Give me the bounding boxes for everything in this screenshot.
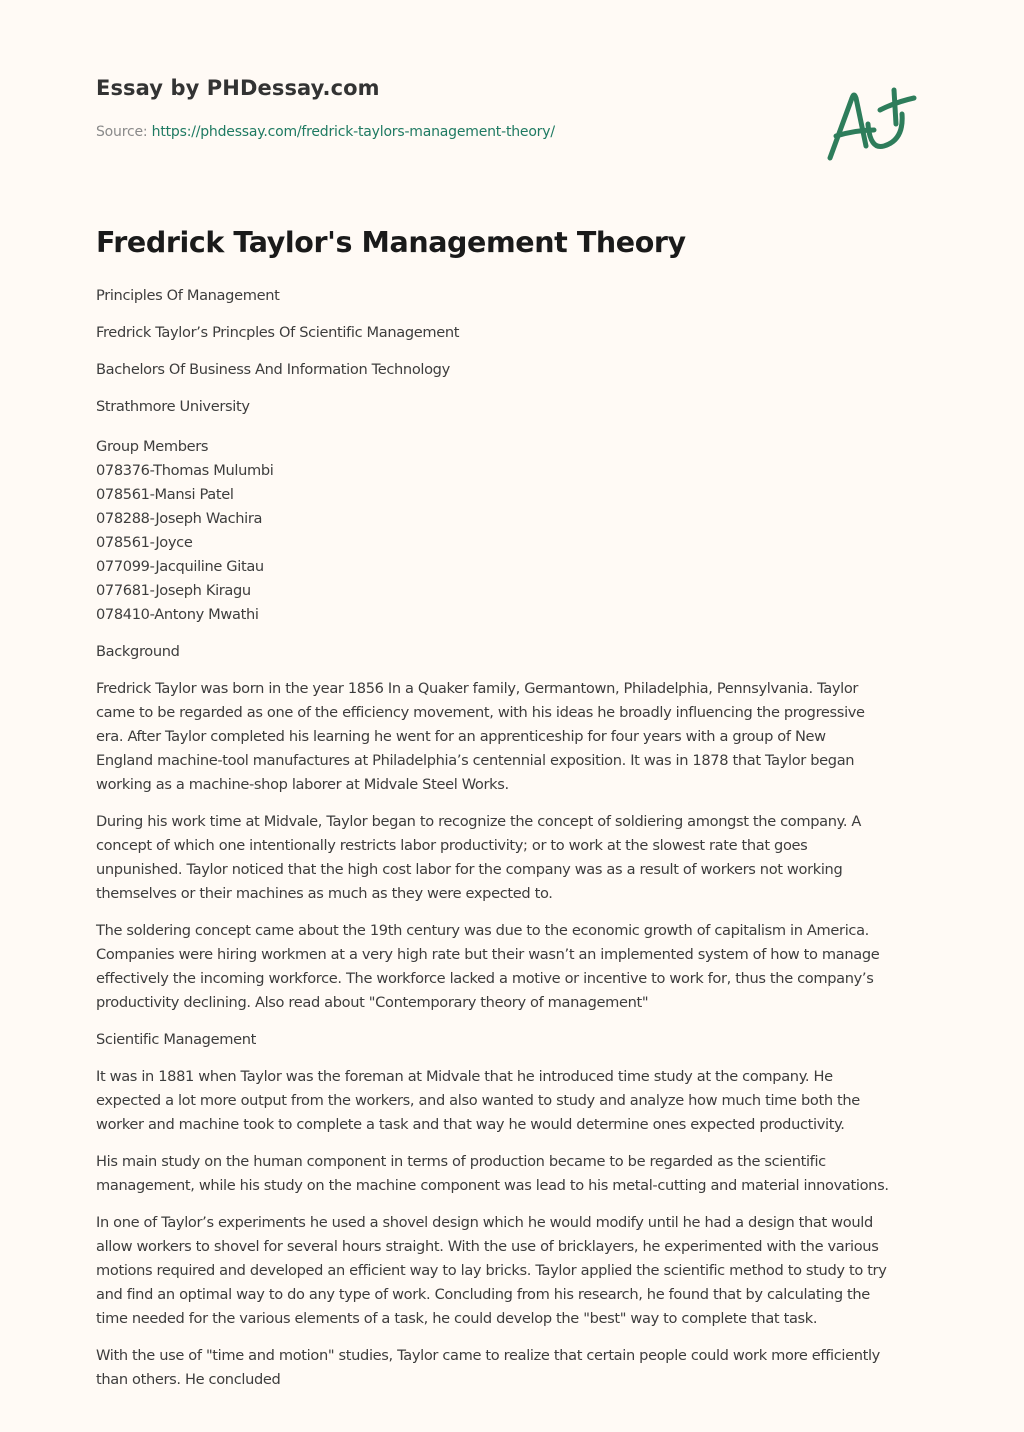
degree-name: Bachelors Of Business And Information Technology xyxy=(96,361,450,378)
paragraph xyxy=(96,1344,946,1392)
paragraph-line: England machine-tool manufactures at Philadelphia’s centennial exposition. It was in 1878 that Taylor began xyxy=(96,752,855,769)
paragraph-line: The soldering concept came about the 19th century was due to the economic growth of capitalism in America. xyxy=(96,922,869,939)
paragraph-line: It was in 1881 when Taylor was the foreman at Midvale that he introduced time study at the company. He xyxy=(96,1068,833,1085)
paragraph xyxy=(96,1211,946,1331)
source-line xyxy=(96,124,555,140)
paragraph xyxy=(96,677,946,797)
paragraph xyxy=(96,1065,946,1137)
section-heading-background: Background xyxy=(96,643,180,660)
paragraph xyxy=(96,810,946,906)
source-label: Source: xyxy=(96,124,152,140)
paragraph-line: Fredrick Taylor was born in the year 1856 In a Quaker family, Germantown, Philadelphia, Pennsylvania. Taylor xyxy=(96,680,859,697)
course-name: Principles Of Management xyxy=(96,287,280,304)
group-member: 078376-Thomas Mulumbi xyxy=(96,462,274,479)
paragraph-line: In one of Taylor’s experiments he used a shovel design which he would modify until he had a design that would xyxy=(96,1214,873,1231)
document-body xyxy=(96,284,946,1405)
paragraph-line: concept of which one intentionally restricts labor productivity; or to work at the slowest rate that goes xyxy=(96,837,808,854)
paragraph-line: allow workers to shovel for several hours straight. With the use of bricklayers, he experimented with the various xyxy=(96,1238,879,1255)
group-member: 078561-Joyce xyxy=(96,534,193,551)
group-member: 078288-Joseph Wachira xyxy=(96,510,263,527)
paragraph-line: effectively the incoming workforce. The workforce lacked a motive or incentive to work for, thus the company’s xyxy=(96,970,874,987)
paragraph-line: motions required and developed an efficient way to lay bricks. Taylor applied the scientific method to study to try xyxy=(96,1262,887,1279)
paragraph xyxy=(96,1150,946,1198)
paragraph-line: expected a lot more output from the workers, and also wanted to study and analyze how much time both the xyxy=(96,1092,860,1109)
paragraph-line: management, while his study on the machine component was lead to his metal-cutting and material innovations. xyxy=(96,1177,889,1194)
paragraph-line: time needed for the various elements of a task, he could develop the "best" way to complete that task. xyxy=(96,1310,818,1327)
paragraph-line: unpunished. Taylor noticed that the high cost labor for the company was as a result of workers not working xyxy=(96,861,843,878)
group-member: 078561-Mansi Patel xyxy=(96,486,234,503)
paragraph-line: than others. He concluded xyxy=(96,1371,281,1388)
paragraph-line: and find an optimal way to do any type of work. Concluding from his research, he found that by calculating the xyxy=(96,1286,870,1303)
paragraph xyxy=(96,919,946,1015)
document-title: Fredrick Taylor's Management Theory xyxy=(96,226,686,259)
group-members-heading: Group Members xyxy=(96,438,209,455)
paragraph-line: themselves or their machines as much as they were expected to. xyxy=(96,885,553,902)
source-link[interactable]: https://phdessay.com/fredrick-taylors-management-theory/ xyxy=(151,124,555,140)
paragraph-line: era. After Taylor completed his learning he went for an apprenticeship for four years with a group of New xyxy=(96,728,826,745)
section-heading-scientific-management: Scientific Management xyxy=(96,1031,256,1048)
assignment-title: Fredrick Taylor’s Princples Of Scientific Management xyxy=(96,324,460,341)
university-name: Strathmore University xyxy=(96,398,250,415)
paragraph-line: worker and machine took to complete a task and that way he would determine ones expected productivity. xyxy=(96,1116,845,1133)
site-title: Essay by PHDessay.com xyxy=(96,76,380,100)
paragraph-line: His main study on the human component in terms of production became to be regarded as the scientific xyxy=(96,1153,826,1170)
paragraph-line: Companies were hiring workmen at a very high rate but their wasn’t an implemented system of how to manage xyxy=(96,946,880,963)
paragraph-line: productivity declining. Also read about "Contemporary theory of management" xyxy=(96,994,649,1011)
group-member: 077681-Joseph Kiragu xyxy=(96,582,251,599)
paragraph-line: With the use of "time and motion" studies, Taylor came to realize that certain people could work more efficiently xyxy=(96,1347,880,1364)
group-member: 077099-Jacquiline Gitau xyxy=(96,558,264,575)
paragraph-line: working as a machine-shop laborer at Midvale Steel Works. xyxy=(96,776,509,793)
group-member: 078410-Antony Mwathi xyxy=(96,606,259,623)
paragraph-line: During his work time at Midvale, Taylor began to recognize the concept of soldiering amongst the company. A xyxy=(96,813,862,830)
paragraph-line: came to be regarded as one of the efficiency movement, with his ideas he broadly influencing the progressive xyxy=(96,704,865,721)
a-plus-logo-icon xyxy=(822,66,930,166)
group-members-list xyxy=(96,435,946,627)
